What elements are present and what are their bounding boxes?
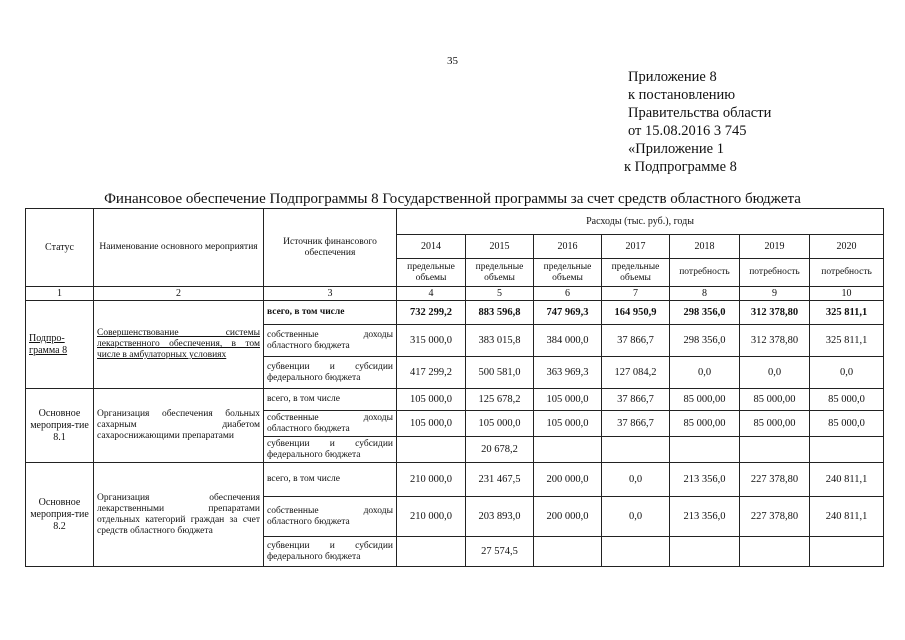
- value-cell: 298 356,0: [670, 325, 740, 357]
- header-year: 2017: [602, 235, 670, 259]
- value-cell: 37 866,7: [602, 389, 670, 411]
- appendix-line: к Подпрограмме 8: [624, 159, 737, 175]
- header-status: Статус: [26, 209, 94, 287]
- source-cell: всего, в том числе: [264, 301, 397, 325]
- value-cell: [602, 537, 670, 567]
- value-cell: 325 811,1: [810, 325, 884, 357]
- header-kind: предельные объемы: [602, 259, 670, 287]
- page-number: 35: [447, 55, 458, 67]
- value-cell: 85 000,0: [810, 411, 884, 437]
- appendix-line: Приложение 8: [628, 69, 717, 85]
- value-cell: 0,0: [740, 357, 810, 389]
- value-cell: 0,0: [602, 463, 670, 497]
- header-kind: предельные объемы: [397, 259, 466, 287]
- value-cell: 231 467,5: [466, 463, 534, 497]
- value-cell: 105 000,0: [397, 389, 466, 411]
- value-cell: 85 000,00: [740, 389, 810, 411]
- header-name: Наименование основного мероприятия: [94, 209, 264, 287]
- financing-table: [25, 208, 884, 567]
- value-cell: [810, 437, 884, 463]
- value-cell: 417 299,2: [397, 357, 466, 389]
- value-cell: [397, 437, 466, 463]
- value-cell: 27 574,5: [466, 537, 534, 567]
- value-cell: 85 000,00: [670, 411, 740, 437]
- value-cell: 37 866,7: [602, 325, 670, 357]
- source-cell: субвенции и субсидии федерального бюджета: [264, 357, 397, 389]
- value-cell: 85 000,00: [670, 389, 740, 411]
- measure-name-cell: Совершенствование системы лекарственного обеспечения, в том числе в амбулаторных условиях: [94, 301, 264, 389]
- header-year: 2015: [466, 235, 534, 259]
- value-cell: 384 000,0: [534, 325, 602, 357]
- measure-name-cell: Организация обеспечения лекарственными препаратами отдельных категорий граждан за счет средств областного бюджета: [94, 463, 264, 567]
- column-number: 4: [397, 287, 466, 301]
- appendix-line: к постановлению: [628, 87, 736, 103]
- value-cell: 105 000,0: [534, 411, 602, 437]
- value-cell: 20 678,2: [466, 437, 534, 463]
- value-cell: [534, 437, 602, 463]
- header-year: 2020: [810, 235, 884, 259]
- value-cell: 210 000,0: [397, 497, 466, 537]
- header-year: 2016: [534, 235, 602, 259]
- value-cell: 200 000,0: [534, 497, 602, 537]
- header-kind: предельные объемы: [534, 259, 602, 287]
- value-cell: 105 000,0: [466, 411, 534, 437]
- value-cell: 325 811,1: [810, 301, 884, 325]
- document-title: Финансовое обеспечение Подпрограммы 8 Государственной программы за счет средств областного бюджета: [104, 191, 801, 207]
- source-cell: всего, в том числе: [264, 389, 397, 411]
- status-cell: Основное мероприя-тие 8.2: [26, 463, 94, 567]
- value-cell: 210 000,0: [397, 463, 466, 497]
- source-cell: субвенции и субсидии федерального бюджета: [264, 437, 397, 463]
- source-cell: собственные доходы областного бюджета: [264, 411, 397, 437]
- value-cell: 85 000,00: [740, 411, 810, 437]
- value-cell: 125 678,2: [466, 389, 534, 411]
- header-source: Источник финансового обеспечения: [264, 209, 397, 287]
- value-cell: 227 378,80: [740, 497, 810, 537]
- value-cell: 37 866,7: [602, 411, 670, 437]
- column-number: 10: [810, 287, 884, 301]
- source-cell: собственные доходы областного бюджета: [264, 497, 397, 537]
- value-cell: 105 000,0: [397, 411, 466, 437]
- value-cell: 240 811,1: [810, 463, 884, 497]
- value-cell: 200 000,0: [534, 463, 602, 497]
- status-cell: Основное мероприя-тие 8.1: [26, 389, 94, 463]
- source-cell: субвенции и субсидии федерального бюджета: [264, 537, 397, 567]
- column-number: 2: [94, 287, 264, 301]
- value-cell: 227 378,80: [740, 463, 810, 497]
- value-cell: [397, 537, 466, 567]
- header-expenses: Расходы (тыс. руб.), годы: [397, 209, 884, 235]
- value-cell: [810, 537, 884, 567]
- appendix-block: [624, 68, 772, 176]
- value-cell: [740, 537, 810, 567]
- value-cell: 363 969,3: [534, 357, 602, 389]
- source-cell: всего, в том числе: [264, 463, 397, 497]
- value-cell: 732 299,2: [397, 301, 466, 325]
- value-cell: [670, 537, 740, 567]
- column-number: 7: [602, 287, 670, 301]
- column-number: 5: [466, 287, 534, 301]
- value-cell: 383 015,8: [466, 325, 534, 357]
- column-number: 3: [264, 287, 397, 301]
- value-cell: 240 811,1: [810, 497, 884, 537]
- source-cell: собственные доходы областного бюджета: [264, 325, 397, 357]
- column-number: 9: [740, 287, 810, 301]
- column-number: 8: [670, 287, 740, 301]
- value-cell: 747 969,3: [534, 301, 602, 325]
- table-row: [26, 301, 884, 325]
- appendix-line: от 15.08.2016 3 745: [628, 123, 747, 139]
- value-cell: 883 596,8: [466, 301, 534, 325]
- value-cell: 0,0: [810, 357, 884, 389]
- value-cell: 213 356,0: [670, 463, 740, 497]
- column-number: 1: [26, 287, 94, 301]
- header-kind: потребность: [810, 259, 884, 287]
- measure-name-cell: Организация обеспечения больных сахарным диабетом сахароснижающими препаратами: [94, 389, 264, 463]
- value-cell: 0,0: [670, 357, 740, 389]
- value-cell: [534, 537, 602, 567]
- value-cell: 312 378,80: [740, 325, 810, 357]
- value-cell: 500 581,0: [466, 357, 534, 389]
- appendix-line: «Приложение 1: [628, 141, 724, 157]
- value-cell: 312 378,80: [740, 301, 810, 325]
- column-number: 6: [534, 287, 602, 301]
- value-cell: 203 893,0: [466, 497, 534, 537]
- header-year: 2014: [397, 235, 466, 259]
- value-cell: 85 000,0: [810, 389, 884, 411]
- value-cell: 213 356,0: [670, 497, 740, 537]
- header-kind: потребность: [670, 259, 740, 287]
- value-cell: 164 950,9: [602, 301, 670, 325]
- value-cell: 105 000,0: [534, 389, 602, 411]
- table-row: [26, 389, 884, 411]
- table-row: [26, 463, 884, 497]
- value-cell: 127 084,2: [602, 357, 670, 389]
- status-cell: Подпро-грамма 8: [26, 301, 94, 389]
- value-cell: 298 356,0: [670, 301, 740, 325]
- header-kind: предельные объемы: [466, 259, 534, 287]
- header-year: 2019: [740, 235, 810, 259]
- header-year: 2018: [670, 235, 740, 259]
- value-cell: 315 000,0: [397, 325, 466, 357]
- value-cell: [602, 437, 670, 463]
- appendix-line: Правительства области: [628, 105, 772, 121]
- value-cell: 0,0: [602, 497, 670, 537]
- value-cell: [670, 437, 740, 463]
- header-kind: потребность: [740, 259, 810, 287]
- value-cell: [740, 437, 810, 463]
